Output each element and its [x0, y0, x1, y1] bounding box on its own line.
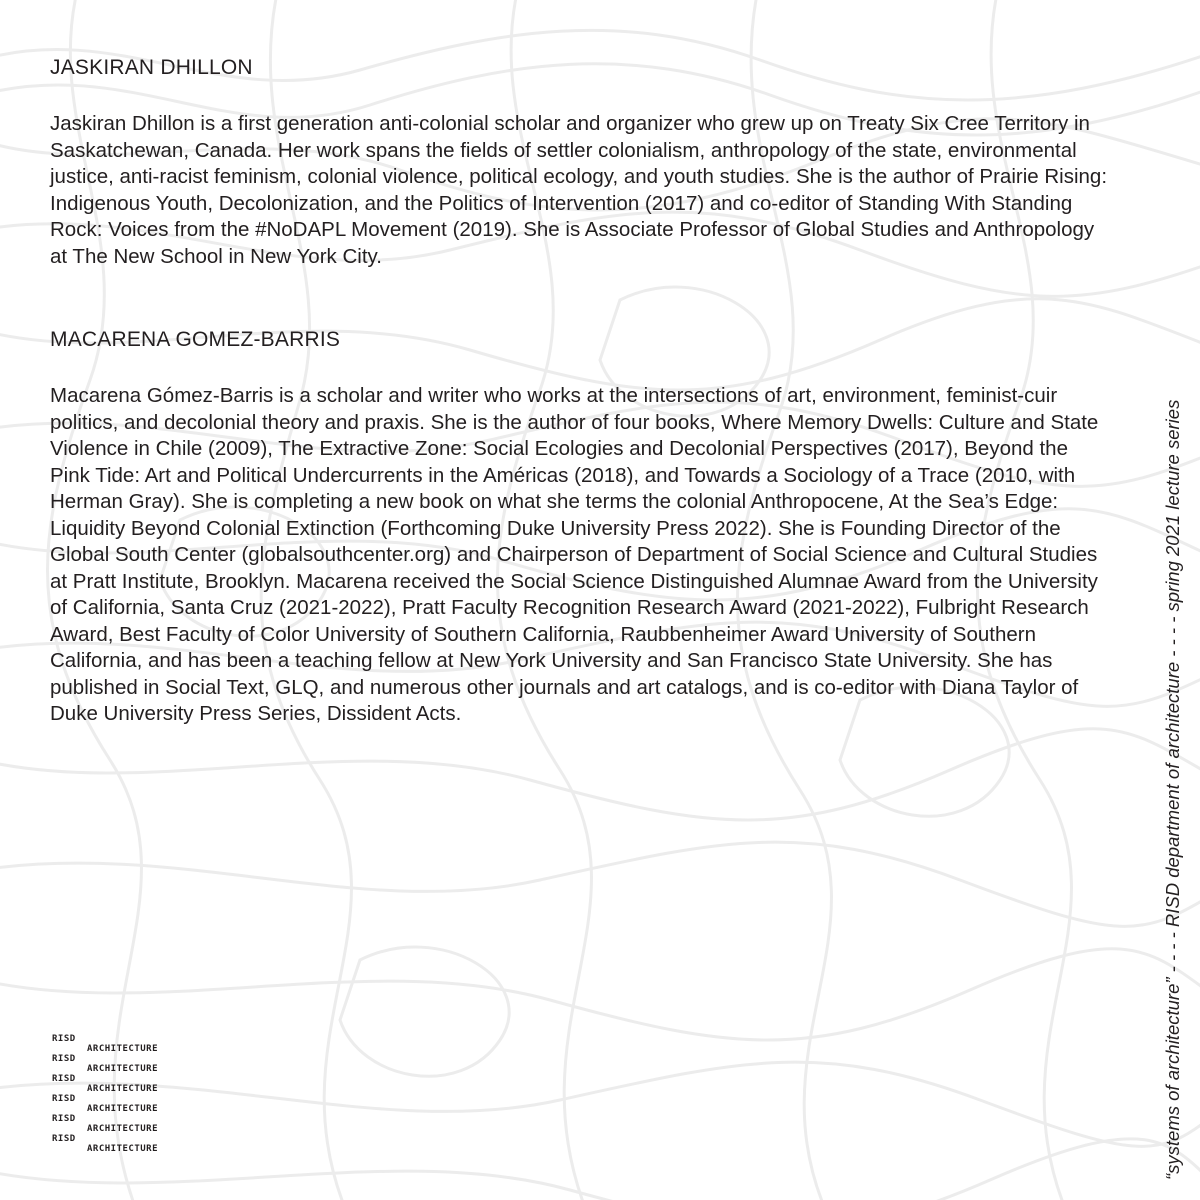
risd-architecture-logo [52, 1034, 158, 1154]
logo-architecture-text: ARCHITECTURE [87, 1064, 159, 1074]
speaker-section-dhillon [50, 56, 1110, 270]
speaker-bio: Jaskiran Dhillon is a first generation anti-colonial scholar and organizer who grew up on Treaty Six Cree Territory in Saskatchewan, Canada. Her work spans the fields of settler colonialism, anthropology of the state, environmental justice, anti-racist feminism, colonial violence, political ecology, and youth studies. She is the author of Prairie Rising: Indigenous Youth, Decolonization, and the Politics of Intervention (2017) and co-editor of Standing With Standing Rock: Voices from the #NoDAPL Movement (2019). She is Associate Professor of Global Studies and Anthropology at The New School in New York City. [50, 112, 1108, 268]
logo-architecture-text: ARCHITECTURE [87, 1104, 159, 1114]
logo-architecture-text: ARCHITECTURE [87, 1084, 159, 1094]
logo-risd-text: RISD [52, 1054, 76, 1064]
speaker-bios [50, 56, 1110, 728]
speaker-bio: Macarena Gómez-Barris is a scholar and writer who works at the intersections of art, environment, feminist-cuir politics, and decolonial theory and praxis. She is the author of four books, Where Memory Dwells: Culture and State Violence in Chile (2009), The Extractive Zone: Social Ecologies and Decolonial Perspectives (2017), Beyond the Pink Tide: Art and Political Undercurrents in the Américas (2018), and Towards a Sociology of a Trace (2010, with Herman Gray). She is completing a new book on what she terms the colonial Anthropocene, At the Sea’s Edge: Liquidity Beyond Colonial Extinction (Forthcoming Duke University Press 2022). She is Founding Director of the Global South Center (globalsouthcenter.org) and Chairperson of Department of Social Science and Cultural Studies at Pratt Institute, Brooklyn. Macarena received the Social Science Distinguished Alumnae Award from the University of California, Santa Cruz (2021-2022), Pratt Faculty Recognition Research Award (2021-2022), Fulbright Research Award, Best Faculty of Color University of Southern California, Raubbenheimer Award University of Southern California, and has been a teaching fellow at New York University and San Francisco State University. She has published in Social Text, GLQ, and numerous other journals and art catalogs, and is co-editor with Diana Taylor of Duke University Press Series, Dissident Acts. [50, 384, 1099, 725]
logo-risd-text: RISD [52, 1074, 76, 1084]
logo-architecture-text: ARCHITECTURE [87, 1144, 159, 1154]
logo-risd-text: RISD [52, 1094, 76, 1104]
logo-risd-text: RISD [52, 1114, 76, 1124]
logo-risd-text: RISD [52, 1134, 76, 1144]
logo-architecture-text: ARCHITECTURE [87, 1044, 159, 1054]
speaker-name: JASKIRAN DHILLON [50, 56, 253, 79]
logo-risd-text: RISD [52, 1034, 76, 1044]
speaker-section-gomez-barris [50, 328, 1110, 728]
lecture-series-caption: “systems of architecture” - - - - RISD department of architecture - - - - spring 2021 lecture series [1162, 399, 1183, 1180]
speaker-name: MACARENA GOMEZ-BARRIS [50, 328, 341, 351]
logo-architecture-text: ARCHITECTURE [87, 1124, 159, 1134]
